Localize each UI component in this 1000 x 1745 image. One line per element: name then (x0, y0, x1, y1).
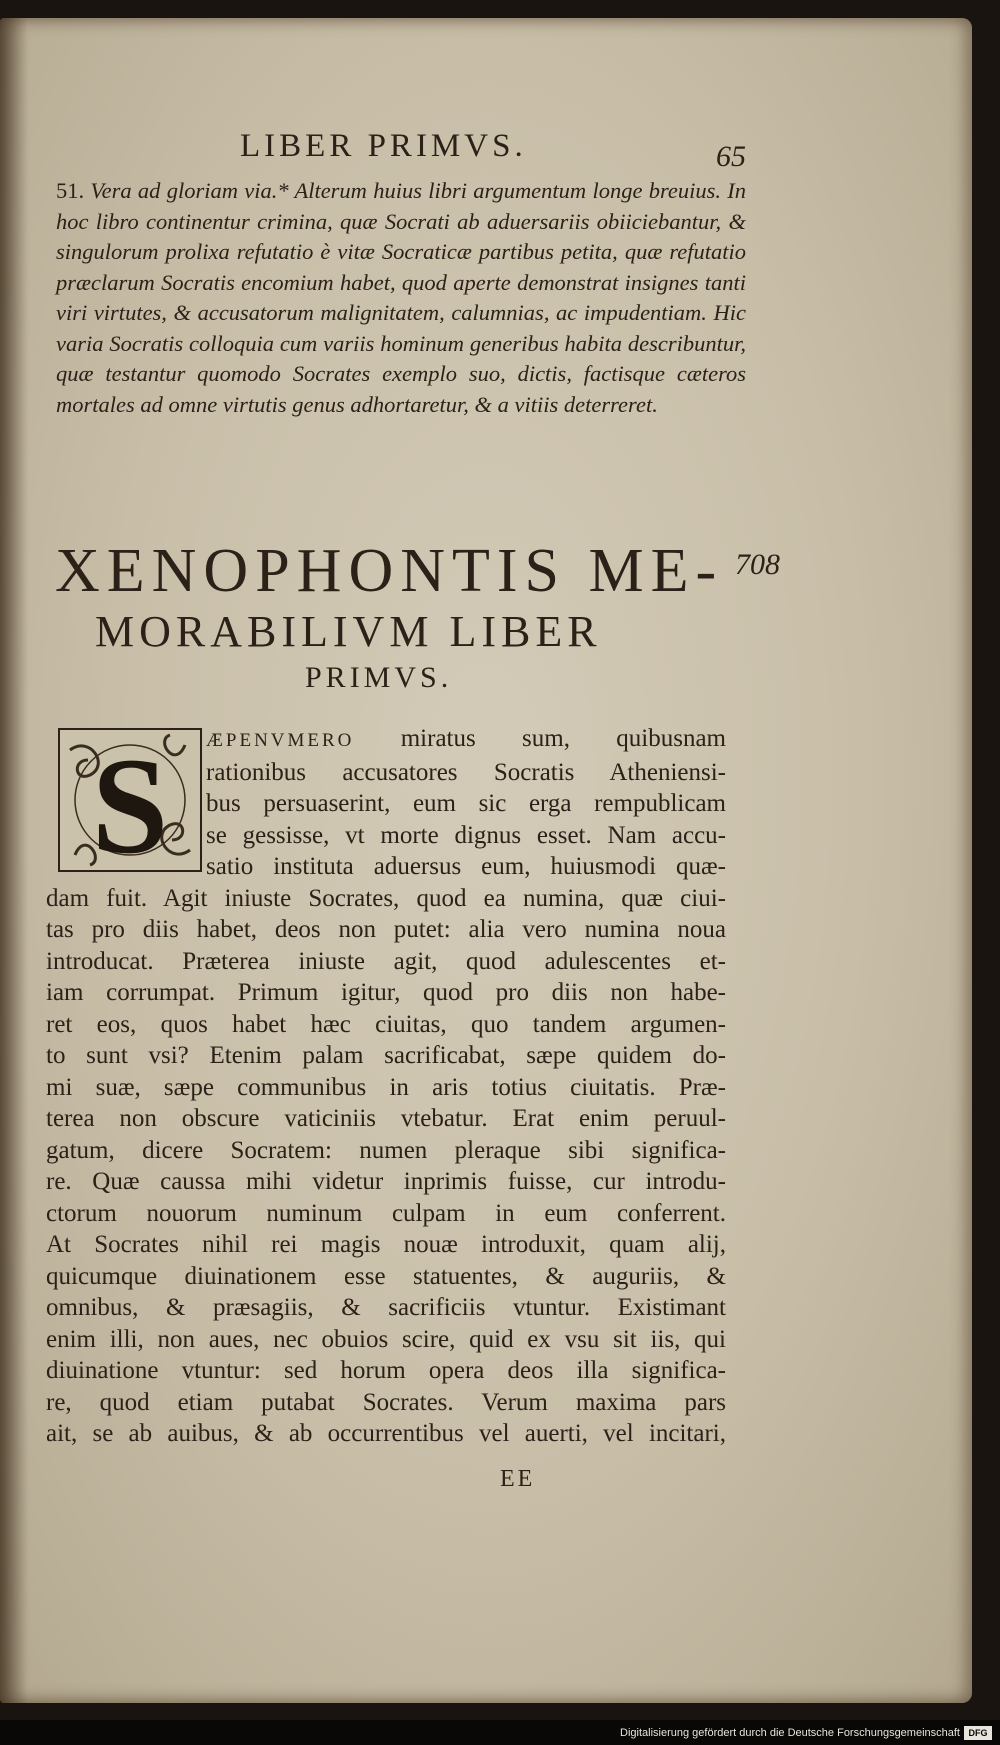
text-line: se gessisse, vt morte dignus esset. Nam accu- (206, 821, 726, 849)
text-line: introducat. Præterea iniuste agit, quod adulescentes et- (46, 947, 726, 975)
funding-credit: Digitalisierung gefördert durch die Deutsche Forschungsgemeinschaft (620, 1727, 960, 1739)
title-line-3: PRIMVS. (305, 661, 453, 694)
text-line: quicumque diuinationem esse statuentes, & auguriis, & (46, 1262, 726, 1290)
text-line: ait, se ab auibus, & ab occurrentibus vel auerti, vel incitari, (46, 1420, 726, 1447)
text-line: ret eos, quos habet hæc ciuitas, quo tandem argumen- (46, 1010, 726, 1038)
text-line: iam corrumpat. Primum igitur, quod pro diis non habe- (46, 979, 726, 1006)
chapter-summary (56, 176, 746, 420)
text-line: gatum, dicere Socratem: numen pleraque sibi significa- (46, 1136, 726, 1164)
text-line: ctorum nouorum numinum culpam in eum conferrent. (46, 1199, 726, 1227)
signature-mark: EE (500, 1466, 536, 1492)
summary-text: Vera ad gloriam via.* Alterum huius libri argumentum longe breuius. In hoc libro continentur crimina, quæ Socrati ab aduersariis obiiciebantur, & singulorum prolixa refutatio è vitæ Socraticæ partibus petita, quæ refutatio præclarum Socratis encomium habet, quod aperte demonstrat insignes tanti viri virtutes, & accusatorum malignitatem, calumnias, ac impudentiam. Hic varia Socratis colloquia cum variis hominum generibus habita describuntur, quæ testantur quomodo Socrates exemplo suo, dictis, factisque cæteros mortales ad omne virtutis genus adhortaretur, & a vitiis deterreret. (56, 178, 747, 417)
summary-number: 51. (56, 178, 85, 203)
text-line: mi suæ, sæpe communibus in aris totius ciuitatis. Præ- (46, 1073, 726, 1101)
running-head: LIBER PRIMVS. (240, 128, 527, 164)
text-line: At Socrates nihil rei magis nouæ introduxit, quam alij, (46, 1231, 726, 1258)
text-line: tas pro diis habet, deos non putet: alia vero numina noua (46, 916, 726, 943)
text-line: rationibus accusatores Socratis Atheniensi- (206, 758, 726, 786)
page-number: 65 (716, 140, 746, 173)
text-line: re, quod etiam putabat Socrates. Verum maxima pars (46, 1388, 726, 1416)
book-page (0, 18, 972, 1703)
initial-letter: S (91, 729, 169, 882)
opening-word: ÆPENVMERO (206, 730, 355, 751)
text-line: satio instituta aduersus eum, huiusmodi quæ- (206, 853, 726, 880)
text-line: diuinatione vtuntur: sed horum opera deos illa significa- (46, 1357, 726, 1384)
text-line: ÆPENVMERO miratus sum, quibusnam (206, 725, 726, 752)
main-text (46, 723, 726, 1450)
text-line: dam fuit. Agit iniuste Socrates, quod ea numina, quæ ciui- (46, 884, 726, 912)
margin-note: 708 (735, 548, 780, 581)
text-line: re. Quæ caussa mihi videtur inprimis fuisse, cur introdu- (46, 1168, 726, 1195)
title-line-1: XENOPHONTIS ME- (55, 537, 724, 605)
title-line-2: MORABILIVM LIBER (95, 607, 602, 656)
text-line: to sunt vsi? Etenim palam sacrificabat, sæpe quidem do- (46, 1042, 726, 1069)
text-line: enim illi, non aues, nec obuios scire, quid ex vsu sit iis, qui (46, 1325, 726, 1353)
text-line: terea non obscure vaticiniis vtebatur. Erat enim peruul- (46, 1105, 726, 1132)
spine-shadow (0, 18, 28, 1703)
text-line: omnibus, & præsagiis, & sacrificiis vtuntur. Existimant (46, 1294, 726, 1321)
text-line: bus persuaserint, eum sic erga rempublicam (206, 790, 726, 817)
dfg-logo: DFG (964, 1726, 992, 1740)
